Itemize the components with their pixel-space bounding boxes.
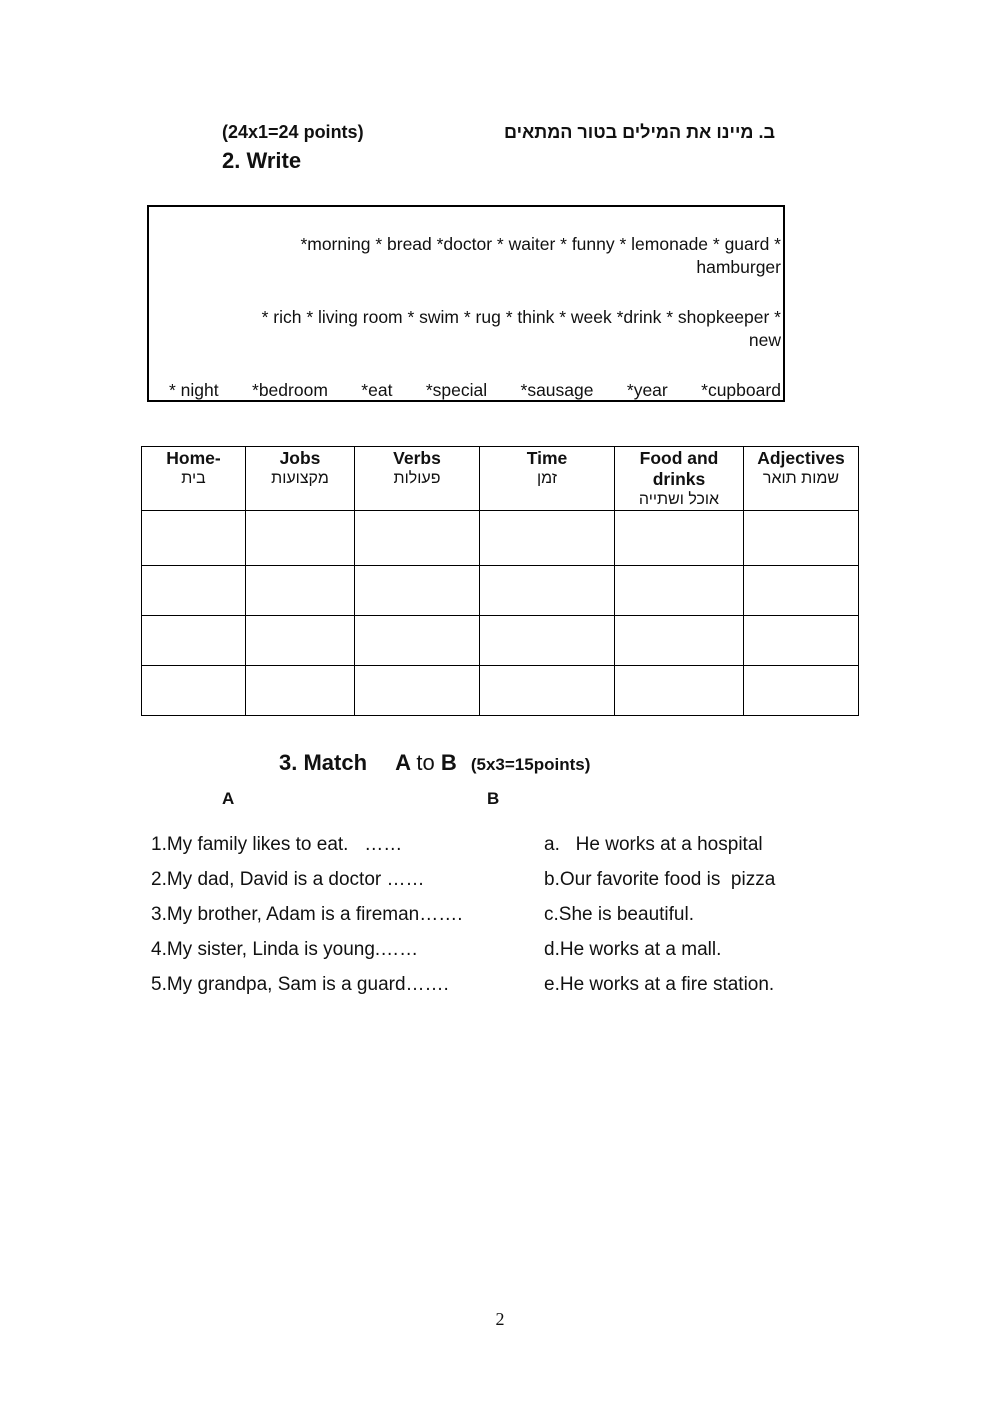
list-item: 4.My sister, Linda is young.…… <box>151 939 419 960</box>
header-jobs-he: מקצועות <box>271 470 329 487</box>
header-home-en: Home- <box>166 448 221 468</box>
answer-cell[interactable] <box>142 616 246 666</box>
column-b-label: B <box>487 789 500 808</box>
word-bank-word: *sausage <box>520 380 594 400</box>
answer-cell[interactable] <box>142 566 246 616</box>
header-jobs-en: Jobs <box>279 448 321 468</box>
list-item: d.He works at a mall. <box>544 939 722 960</box>
word-bank-box <box>147 205 785 402</box>
word-bank-line-1 <box>300 233 781 279</box>
page-number: 2 <box>495 1309 505 1329</box>
category-table <box>141 446 859 716</box>
section-2-title: 2. Write <box>222 148 302 173</box>
match-list-a <box>151 833 463 1008</box>
table-row <box>142 511 859 566</box>
table-header-row <box>142 447 859 511</box>
list-item: 3.My brother, Adam is a fireman……. <box>151 904 463 925</box>
match-points: (5x3=15points) <box>470 755 591 774</box>
word-bank-word: * night <box>169 380 219 400</box>
header-home-he: בית <box>181 470 206 487</box>
answer-cell[interactable] <box>744 511 859 566</box>
header-adjectives-he: שמות תואר <box>762 470 840 487</box>
word-bank-line-3 <box>169 379 781 402</box>
word-bank-line-2-text: * rich * living room * swim * rug * think * week *drink * shopkeeper * <box>261 307 781 327</box>
header-time-en: Time <box>526 448 568 468</box>
answer-cell[interactable] <box>615 566 744 616</box>
answer-cell[interactable] <box>355 666 480 716</box>
answer-cell[interactable] <box>480 616 615 666</box>
word-bank-word: *bedroom <box>252 380 328 400</box>
answer-cell[interactable] <box>355 511 480 566</box>
answer-cell[interactable] <box>615 666 744 716</box>
answer-cell[interactable] <box>246 666 355 716</box>
match-to: to <box>416 750 435 775</box>
answer-cell[interactable] <box>744 666 859 716</box>
hebrew-instruction: ב. מיינו את המילים בטור המתאים <box>503 122 775 142</box>
answer-cell[interactable] <box>246 511 355 566</box>
list-item: 2.My dad, David is a doctor …… <box>151 869 425 890</box>
header-verbs-he: פעולות <box>393 470 441 487</box>
answer-cell[interactable] <box>744 566 859 616</box>
points-label: (24x1=24 points) <box>222 122 364 142</box>
list-item: b.Our favorite food is pizza <box>544 869 776 890</box>
header-verbs <box>355 447 480 511</box>
header-jobs <box>246 447 355 511</box>
answer-cell[interactable] <box>355 616 480 666</box>
word-bank-word: *special <box>425 380 488 400</box>
match-list-b <box>544 833 775 1008</box>
word-bank-word: *eat <box>361 380 393 400</box>
word-bank-line-2 <box>262 306 781 352</box>
list-item: a. He works at a hospital <box>544 834 763 855</box>
list-item: c.She is beautiful. <box>544 904 694 925</box>
header-food-en: Food and drinks <box>639 448 719 489</box>
answer-cell[interactable] <box>246 616 355 666</box>
match-b: B <box>440 750 457 775</box>
column-a-label: A <box>222 789 235 808</box>
answer-cell[interactable] <box>246 566 355 616</box>
match-a: A <box>395 750 411 775</box>
answer-cell[interactable] <box>355 566 480 616</box>
answer-cell[interactable] <box>142 666 246 716</box>
section-3-title <box>279 750 590 776</box>
header-adjectives-en: Adjectives <box>757 448 845 468</box>
word-bank-line-2-wrap: new <box>748 330 781 350</box>
header-verbs-en: Verbs <box>393 448 441 468</box>
word-bank-line-1-text: *morning * bread *doctor * waiter * funny * lemonade * guard * <box>300 234 781 254</box>
table-row <box>142 666 859 716</box>
answer-cell[interactable] <box>615 511 744 566</box>
header-food-he: אוכל ושתייה <box>638 491 720 508</box>
answer-cell[interactable] <box>480 666 615 716</box>
table-row <box>142 616 859 666</box>
header-adjectives <box>744 447 859 511</box>
match-title: 3. Match <box>279 750 368 775</box>
table-row <box>142 566 859 616</box>
list-item: 1.My family likes to eat. …… <box>151 834 403 855</box>
answer-cell[interactable] <box>744 616 859 666</box>
header-time <box>480 447 615 511</box>
answer-cell[interactable] <box>480 566 615 616</box>
header-food <box>615 447 744 511</box>
header-home <box>142 447 246 511</box>
word-bank-word: *year <box>626 380 668 400</box>
header-time-he: זמן <box>537 470 557 487</box>
list-item: 5.My grandpa, Sam is a guard……. <box>151 974 449 995</box>
list-item: e.He works at a fire station. <box>544 974 775 995</box>
answer-cell[interactable] <box>142 511 246 566</box>
word-bank-line-1-wrap: hamburger <box>696 257 781 277</box>
answer-cell[interactable] <box>480 511 615 566</box>
word-bank-word: *cupboard <box>701 380 781 400</box>
answer-cell[interactable] <box>615 616 744 666</box>
